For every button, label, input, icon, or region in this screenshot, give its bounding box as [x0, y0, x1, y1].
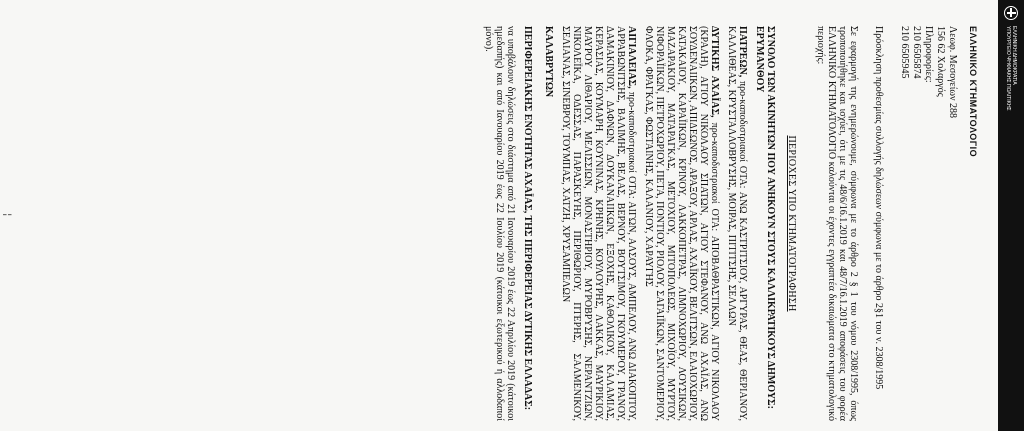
- emblem-icon: [1004, 6, 1018, 20]
- contact-phone-2: 210 6505945: [899, 26, 910, 79]
- item-lead: ΔΥΤΙΚΗΣ ΑΧΑΪΑΣ,: [709, 26, 720, 118]
- contact-block: [898, 26, 958, 421]
- contact-city: 156 62 Χολαργός: [935, 26, 946, 97]
- item-text: προ-καποδιστριακοί ΟΤΑ: ΑΝΩ ΚΑΣΤΡΙΤΣΙΟΥ, ΑΡΓΥΡΑΣ, ΘΕΑΣ, ΘΕΡΙΑΝΟΥ, ΚΑΛΛΙΘΕΑΣ, ΚΡΥΣΤΑΛΛΟΒΡΥΣΗΣ, ΜΟΙΡΑΣ, ΠΙΤΙΤΣΗΣ, ΣΕΛΛΩΝ: [726, 26, 748, 422]
- org-title: ΕΛΛΗΝΙΚΟ ΚΤΗΜΑΤΟΛΟΓΙΟ: [968, 26, 978, 158]
- item-lead: ΚΑΛΑΒΡΥΤΩΝ: [543, 26, 554, 98]
- item-lead: ΑΙΓΙΑΛΕΙΑΣ,: [626, 26, 637, 89]
- list-item: [726, 26, 748, 421]
- org-block: [1005, 26, 1017, 111]
- closing-paragraph: να υποβάλουν δηλώσεις στο διάστημα από 21 Ιανουαρίου 2019 έως 22 Απριλίου 2019 (κάτοικοι ημεδαπής) και από Ιανουαρίου 2019 έως 22 Ιουλίου 2019 (κάτοικοι εξωτερικού ή αλλοδαποί μόνο).: [483, 26, 516, 421]
- intro-line: Πρόσκληση προθεσμίας συλλογής δηλώσεων σύμφωνα με το άρθρο 2§1 του ν. 2308/1995: [873, 26, 884, 390]
- org-line-1: ΕΛΛΗΝΙΚΗ ΔΗΜΟΚΡΑΤΙΑ: [1011, 26, 1017, 85]
- contact-address: Λεωφ. Μεσογείων 288: [947, 26, 958, 119]
- group-heading: ΣΥΝΟΛΟ ΤΩΝ ΑΚΙΝΗΤΩΝ ΠΟΥ ΑΝΗΚΟΥΝ ΣΤΟΥΣ ΚΑΛΛΙΚΡΑΤΙΚΟΥΣ ΔΗΜΟΥΣ: ΕΡΥΜΑΝΘΟΥ: [754, 26, 776, 409]
- list-item: [543, 26, 554, 421]
- section-title: ΠΕΡΙΟΧΕΣ ΥΠΟ ΚΤΗΜΑΤΟΓΡΑΦΗΣΗ: [786, 135, 797, 312]
- region-line: ΠΕΡΙΦΕΡΕΙΑΚΗΣ ΕΝΟΤΗΤΑΣ ΑΧΑΪΑΣ, ΤΗΣ ΠΕΡΙΦΕΡΕΙΑΣ ΔΥΤΙΚΗΣ ΕΛΛΑΔΑΣ:: [522, 26, 533, 411]
- margin-mark: ¦: [2, 212, 12, 218]
- list-item: [643, 26, 720, 421]
- contact-info-label: Πληροφορίες:: [923, 26, 934, 83]
- item-lead: ΠΑΤΡΕΩΝ,: [737, 26, 748, 78]
- body-paragraph: Σε εφαρμογή της ενημερώνουμε, σύμφωνα με το άρθρο 2 § 1 του νόμου 2308/1995, όπως τροποποιήθηκε και ισχύει, ότι με τις 48/6/16.1.2019 και 48/7/16.1.2019 αποφάσεις του φορέα ΕΛΛΗΝΙΚΟ ΚΤΗΜΑΤΟΛΟΓΙΟ καλούνται οι έχοντες εγγραπτέα δικαιώματα στο κτηματολογικό περιοχής:: [815, 26, 859, 421]
- item-text: προ-καποδιστριακοί ΟΤΑ: ΑΙΓΩΝ, ΑΛΣΟΥΣ, ΑΜΠΕΛΟΥ, ΑΝΩ ΔΙΑΚΟΠΤΟΥ, ΑΡΡΑΒΩΝΙΤΣΗΣ, ΒΑΛΙΜΗΣ, ΒΕΛΑΣ, ΒΕΡΝΟΥ, ΒΟΥΤΣΙΜΟΥ, ΓΚΟΥΜΕΡΟΥ, ΓΡΑΝΟΥ, ΔΑΜΑΚΙΝΙΟΥ, ΔΑΦΝΩΝ, ΔΟΥΚΑΝΑΙΙΚΩΝ, ΕΞΟΧΗΣ, ΚΑΘΟΛΙΚΟΥ, ΚΑΛΑΜΙΑΣ, ΚΕΡΑΣΙΑΣ, ΚΟΥΜΑΡΗ, ΚΟΥΝΙΝΑΣ, ΚΡΗΝΗΣ, ΚΟΥΛΟΥΡΗΣ, ΛΑΚΚΑΣ, ΜΑΥΡΙΚΙΟΥ, ΜΑΥΡΟΥ ΛΙΘΑΡΙΟΥ, ΜΕΛΙΣΣΙΩΝ, ΜΟΝΑΣΤΗΡΙΟΥ, ΜΥΡΟΒΡΥΣΗΣ, ΝΕΡΑΝΤΖΙΩΝ, ΝΙΚΟΛΕΪΚΑ, ΟΔΕΣΣΑΣ, ΠΑΡΑΣΚΕΥΗΣ, ΠΕΡΙΘΩΡΙΟΥ, ΠΤΕΡΗΣ, ΣΑΛΜΕΝΙΚΟΥ, ΣΕΛΙΑΝΑΣ, ΣΙΝΕΒΡΟΥ, ΤΟΥΜΠΑΣ, ΧΑΤΖΗ, ΧΡΥΣΑΜΠΕΛΩΝ: [560, 26, 637, 422]
- header-bar: [998, 0, 1024, 431]
- org-line-2: ΥΠΟΥΡΓΕΙΟ ΨΗΦΙΑΚΗΣ ΠΟΛΙΤΙΚΗΣ: [1005, 26, 1011, 111]
- contact-phone-1: 210 6505874: [911, 26, 922, 79]
- list-item: [560, 26, 637, 421]
- item-text: προ-καποδιστριακοί ΟΤΑ: ΑΠΟΒΑΘΡΑΣΤΙΚΩΝ, ΑΓΙΟΥ ΝΙΚΟΛΑΟΥ (ΚΡΑΛΗ), ΑΓΙΟΥ ΝΙΚΟΛΑΟΥ ΣΠΑΤΩΝ, ΑΓΙΟΥ ΣΤΕΦΑΝΟΥ, ΑΝΩ ΑΧΑΪΑΣ, ΑΝΩ ΣΟΥΔΕΝΑΙΙΚΩΝ, ΑΠΙΔΕΩΝΟΣ, ΑΡΑΞΟΥ, ΑΡΛΑΣ, ΑΧΑΪΚΟΥ, ΒΕΛΙΤΣΩΝ, ΕΛΑΙΟΧΩΡΙΟΥ, ΚΑΤΑΚΑΙΟΥ, ΚΑΡΑΪΙΚΩΝ, ΚΡΙΝΟΥ, ΛΑΚΚΟΠΕΤΡΑΣ, ΛΙΜΝΟΧΩΡΙΟΥ, ΛΟΥΣΙΚΩΝ, ΜΑΖΑΡΑΚΙΟΥ, ΜΑΤΑΡΑΓΚΑΣ, ΜΕΤΟΧΙΟΥ, ΜΙΤΟΠΟΛΕΩΣ, ΜΙΧΟΪΟΥ, ΜΥΡΤΟΥ, ΝΙΦΟΡΑΪΙΚΩΝ, ΠΕΤΡΟΧΩΡΙΟΥ, ΠΕΤΑ, ΠΟΝΤΙΟΥ, ΡΙΟΛΟΥ, ΣΑΓΑΙΪΚΩΝ, ΣΑΝΤΟΜΕΡΙΟΥ, ΦΛΟΚΑ, ΦΡΑΓΚΑΣ, ΦΩΣΤΑΙΝΗΣ, ΚΑΛΑΝΙΟΥ, ΧΑΡΑΥΓΗΣ: [643, 26, 720, 421]
